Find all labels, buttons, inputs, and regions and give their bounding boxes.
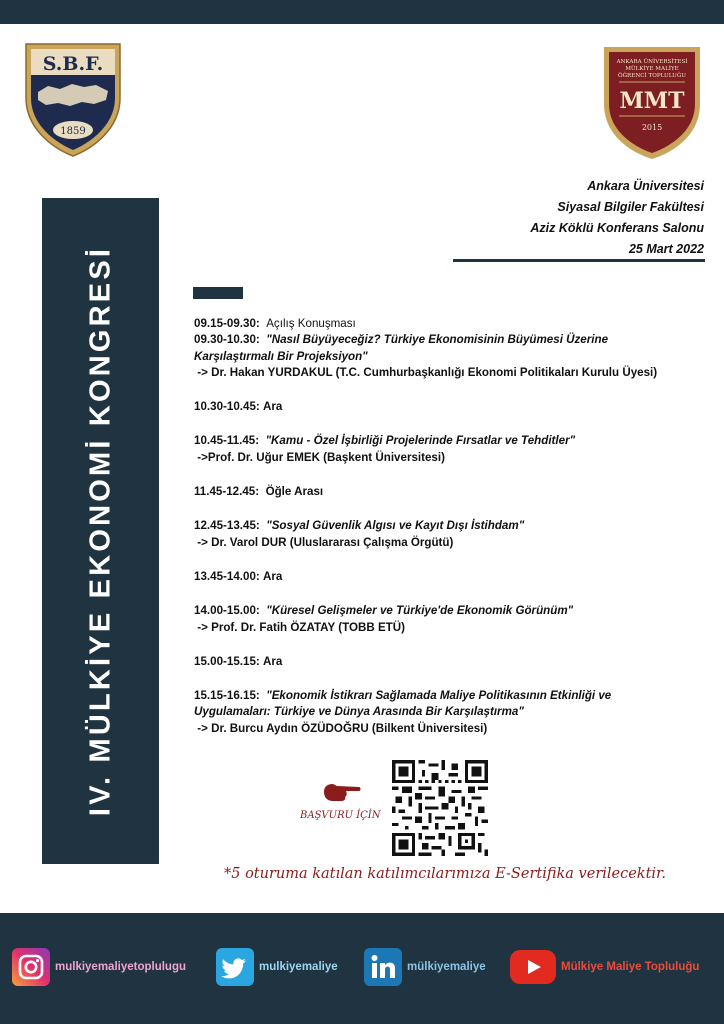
program-title: Ara (262, 569, 283, 583)
instagram-link[interactable] (12, 946, 186, 988)
arrow-icon: -> (197, 620, 208, 634)
program-time: 15.15-16.15: (194, 689, 260, 703)
venue-divider (453, 259, 705, 262)
footer (0, 913, 724, 1024)
program-title: "Kamu - Özel İşbirliği Projelerinde Fırsatlar ve Tehditler" (265, 434, 576, 448)
event-date: 25 Mart 2022 (628, 242, 704, 256)
program-title: Ara (262, 654, 283, 668)
program-list (194, 316, 704, 755)
program-speaker: Dr. Varol DUR (Uluslararası Çalışma Örgütü) (211, 535, 454, 549)
program-time: 10.30-10.45: (194, 400, 260, 414)
program-time: 14.00-15.00: (194, 604, 260, 618)
program-time: 12.45-13.45: (194, 519, 260, 533)
twitter-link[interactable] (216, 946, 338, 988)
mmt-logo-year: 2015 (641, 123, 663, 132)
program-time: 09.30-10.30: (194, 333, 260, 347)
program-item (194, 399, 704, 415)
venue-faculty: Siyasal Bilgiler Fakültesi (557, 200, 704, 214)
program-speaker: Prof. Dr. Fatih ÖZATAY (TOBB ETÜ) (211, 620, 405, 634)
program-speaker: Dr. Hakan YURDAKUL (T.C. Cumhurbaşkanlığı Ekonomi Politikaları Kurulu Üyesi) (211, 365, 658, 379)
side-banner (42, 198, 159, 864)
mmt-logo-line3: ÖĞRENCİ TOPLULUĞU (617, 73, 687, 79)
section-accent-bar (193, 287, 243, 299)
venue-block (384, 176, 704, 260)
program-title-cont: Uygulamaları: Türkiye ve Dünya Arasında Bir Karşılaştırma" (194, 705, 524, 719)
twitter-handle: mulkiyemaliye (259, 961, 338, 973)
program-title-cont: Karşılaştırmalı Bir Projeksiyon" (194, 349, 368, 363)
instagram-handle: mulkiyemaliyetoplulugu (55, 961, 186, 973)
sbf-logo-text: S.B.F. (42, 53, 104, 75)
youtube-channel: Mülkiye Maliye Topluluğu (561, 961, 700, 973)
arrow-icon: -> (197, 450, 208, 464)
linkedin-icon (364, 948, 402, 986)
program-time: 15.00-15.15: (194, 654, 260, 668)
program-title: Açılış Konuşması (266, 317, 356, 330)
program-time: 10.45-11.45: (194, 434, 260, 448)
program-time: 11.45-12.45: (194, 485, 260, 499)
program-title: Öğle Arası (265, 485, 324, 499)
mmt-logo (601, 44, 703, 162)
program-time: 09.15-09.30: (194, 317, 260, 330)
program-title: "Sosyal Güvenlik Algısı ve Kayıt Dışı İstihdam" (266, 519, 525, 533)
mmt-logo-line1: ANKARA ÜNİVERSİTESİ (616, 59, 688, 65)
arrow-icon: -> (197, 721, 208, 735)
mmt-logo-text: MMT (619, 88, 685, 114)
venue-university: Ankara Üniversitesi (587, 179, 704, 193)
program-title: "Küresel Gelişmeler ve Türkiye'de Ekonomik Görünüm" (266, 604, 574, 618)
program-item (194, 518, 704, 551)
program-title: "Nasıl Büyüyeceğiz? Türkiye Ekonomisinin Büyümesi Üzerine (266, 333, 609, 347)
venue-hall: Aziz Köklü Konferans Salonu (530, 221, 704, 235)
program-item (194, 484, 704, 500)
sbf-logo-year: 1859 (60, 126, 86, 137)
youtube-link[interactable] (510, 946, 699, 988)
mmt-logo-line2: MÜLKİYE MALİYE (625, 66, 679, 72)
apply-label: BAŞVURU İÇİN (300, 810, 381, 821)
sbf-logo (22, 40, 124, 160)
program-item (194, 569, 704, 585)
linkedin-handle: mülkiyemaliye (407, 961, 486, 973)
program-title: "Ekonomik İstikrarı Sağlamada Maliye Politikasının Etkinliği ve (266, 689, 612, 703)
youtube-icon (510, 950, 556, 984)
apply-callout (300, 780, 390, 830)
program-item (194, 603, 704, 636)
program-time: 13.45-14.00: (194, 569, 260, 583)
arrow-icon: -> (197, 535, 208, 549)
program-title: Ara (262, 400, 283, 414)
linkedin-link[interactable] (364, 946, 486, 988)
congress-title: IV. MÜLKİYE EKONOMİ KONGRESİ (84, 245, 116, 817)
program-speaker: Dr. Burcu Aydın ÖZÜDOĞRU (Bilkent Üniversitesi) (211, 721, 488, 735)
twitter-icon (216, 948, 254, 986)
program-item (194, 433, 704, 466)
program-item (194, 654, 704, 670)
program-item (194, 688, 704, 737)
instagram-icon (12, 948, 50, 986)
program-item (194, 316, 704, 381)
arrow-icon: -> (197, 365, 208, 379)
pointing-hand-icon (322, 780, 362, 804)
program-speaker: Prof. Dr. Uğur EMEK (Başkent Üniversitesi) (207, 450, 445, 464)
qr-code[interactable] (392, 760, 488, 856)
top-bar (0, 0, 724, 24)
certificate-note: *5 oturuma katılan katılımcılarımıza E-Sertifika verilecektir. (223, 866, 667, 882)
